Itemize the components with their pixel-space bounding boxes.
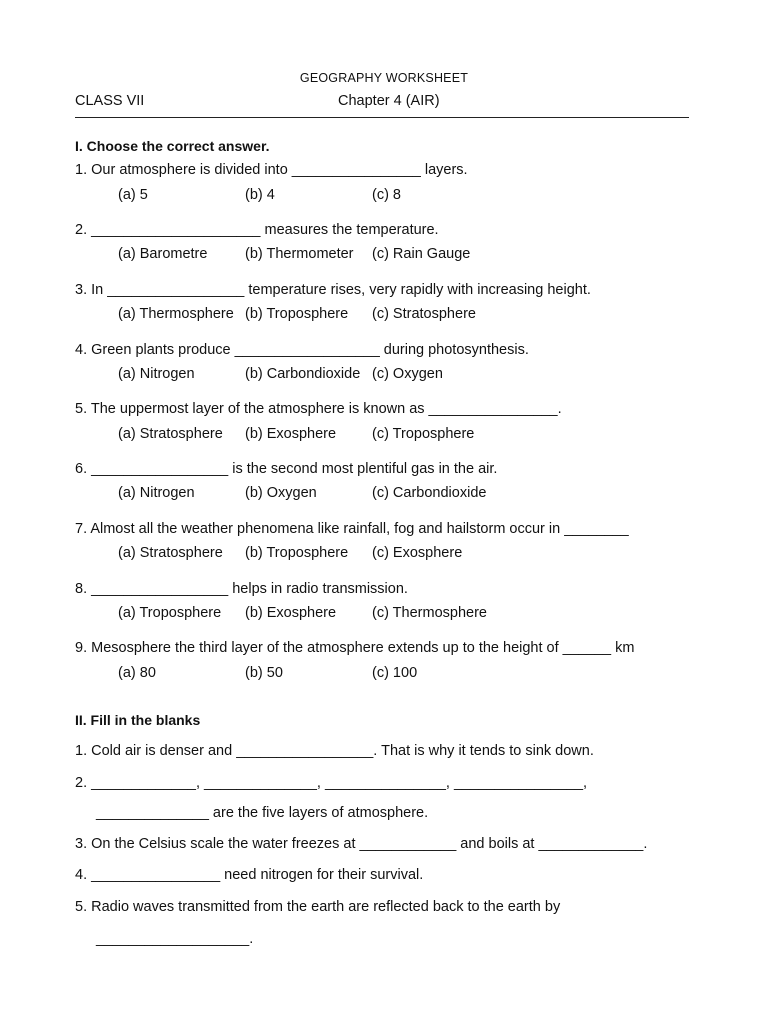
fill-blank-2-continued: ______________ are the five layers of atmosphere.	[96, 805, 429, 821]
question-4: 4. Green plants produce __________________ during photosynthesis.	[75, 342, 529, 358]
option-b: (b) 4	[245, 187, 275, 203]
option-b: (b) Oxygen	[245, 485, 317, 501]
option-a: (a) Stratosphere	[118, 545, 223, 561]
option-c: (c) 100	[372, 665, 418, 681]
question-1: 1. Our atmosphere is divided into ________________ layers.	[75, 162, 468, 178]
option-c: (c) Rain Gauge	[372, 246, 471, 262]
option-c: (c) Carbondioxide	[372, 485, 487, 501]
option-a: (a) 5	[118, 187, 148, 203]
option-c: (c) 8	[372, 187, 401, 203]
option-b: (b) Exosphere	[245, 426, 337, 442]
fill-blank-2: 2. _____________, ______________, _______________, ________________,	[75, 775, 588, 791]
class-label: CLASS VII	[75, 93, 145, 109]
option-c: (c) Stratosphere	[372, 306, 476, 322]
question-7: 7. Almost all the weather phenomena like rainfall, fog and hailstorm occur in ________	[75, 521, 629, 537]
question-3: 3. In _________________ temperature rises, very rapidly with increasing height.	[75, 282, 591, 298]
fill-blank-5: 5. Radio waves transmitted from the earth are reflected back to the earth by	[75, 899, 561, 915]
option-b: (b) Thermometer	[245, 246, 354, 262]
worksheet-title: GEOGRAPHY WORKSHEET	[299, 71, 469, 85]
fill-blank-5-continued: ___________________.	[96, 931, 254, 947]
fill-blank-1: 1. Cold air is denser and _________________. That is why it tends to sink down.	[75, 743, 594, 759]
question-5: 5. The uppermost layer of the atmosphere is known as ________________.	[75, 401, 562, 417]
fill-blank-3: 3. On the Celsius scale the water freezes at ____________ and boils at _____________.	[75, 836, 648, 852]
option-b: (b) Troposphere	[245, 545, 349, 561]
option-b: (b) Exosphere	[245, 605, 337, 621]
option-b: (b) Troposphere	[245, 306, 349, 322]
option-a: (a) Troposphere	[118, 605, 222, 621]
option-c: (c) Thermosphere	[372, 605, 487, 621]
question-6: 6. _________________ is the second most plentiful gas in the air.	[75, 461, 498, 477]
option-a: (a) Nitrogen	[118, 366, 195, 382]
option-c: (c) Troposphere	[372, 426, 475, 442]
question-8: 8. _________________ helps in radio transmission.	[75, 581, 408, 597]
question-2: 2. _____________________ measures the temperature.	[75, 222, 439, 238]
question-9: 9. Mesosphere the third layer of the atmosphere extends up to the height of ______ km	[75, 640, 635, 656]
option-a: (a) Thermosphere	[118, 306, 234, 322]
fill-blank-4: 4. ________________ need nitrogen for their survival.	[75, 867, 424, 883]
option-c: (c) Exosphere	[372, 545, 463, 561]
section-heading-fill-blanks: II. Fill in the blanks	[75, 712, 201, 728]
chapter-title: Chapter 4 (AIR)	[338, 93, 440, 109]
option-a: (a) Stratosphere	[118, 426, 223, 442]
option-a: (a) Barometre	[118, 246, 208, 262]
option-a: (a) Nitrogen	[118, 485, 195, 501]
option-b: (b) 50	[245, 665, 283, 681]
option-b: (b) Carbondioxide	[245, 366, 361, 382]
section-heading-choose: I. Choose the correct answer.	[75, 138, 270, 154]
option-c: (c) Oxygen	[372, 366, 443, 382]
header-row	[75, 93, 689, 118]
option-a: (a) 80	[118, 665, 156, 681]
